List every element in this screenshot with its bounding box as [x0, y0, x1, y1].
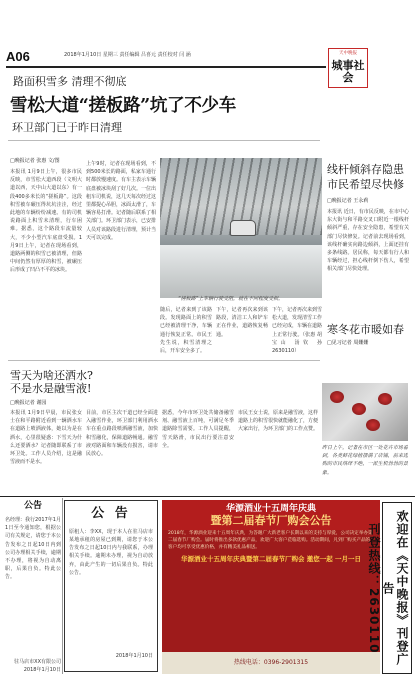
snowmelt-column-2: 目前，市区主次干道已经全面进入融雪作业，环卫部门利用洒水车在重点路段喷洒融雪液，加快积雪融化，保障道路畅通。融雪液对路面和车辆没有损害，请市民放心。: [86, 410, 158, 458]
flower-caption: 昨日上午，记者在市区一处花卉市场看到，各类鲜花绿植摆满了店铺，前来选购的市民络绎不绝，一派生机勃勃的景象。: [322, 445, 408, 476]
notice-2-body: 原租人：李XX，现于本人在驻马店市某地承租的房屋已到期，请您于本公告发布之日起10日内与我联系，办理相关手续。逾期未办理，视为自动放弃，由此产生的一切后果自负。特此公告。: [69, 528, 153, 576]
snowmelt-column-4: 市民王女士说，原来是融雪液，这样道路上的积雪很快就能融化了，方便大家出行，为环卫部门的工作点赞。: [238, 410, 318, 433]
pre-title: 路面积雪多 清理不彻底: [13, 75, 127, 88]
flower-2: [352, 403, 366, 415]
flower-1: [330, 391, 344, 403]
edition-info: 2018年1月10日 星期三 责任编辑 吕喜元 责任校对 闫 涵: [64, 52, 191, 58]
logo-small-text: 天中晚报: [339, 51, 357, 56]
flower-3: [378, 393, 392, 405]
notice-1-sign: 驻马店市XX有限公司 2018年1月10日: [14, 659, 61, 674]
lead-column-5: 下午，记者再次来到雪松大道，发现清雪工作已经完成，车辆在道路上正常行驶。（张惠 胡宝山 汤钦 孙 2630110）: [272, 307, 322, 355]
ad-footer-strip: [162, 652, 380, 674]
flower-4: [366, 419, 380, 431]
flower-byline: □见习记者 周姗姗: [327, 340, 369, 346]
page-number: A06: [6, 49, 30, 64]
vertical-ad-line2: 刊登热线：2630110: [367, 522, 381, 654]
notice-1-title: 公告: [23, 501, 42, 511]
snowmelt-headline: [10, 369, 93, 395]
photo-snow: [160, 245, 322, 298]
snowmelt-column-3: 据悉，今年市环卫处共储备融雪剂、融雪液上百吨，可满足冬季道路除雪需要。工作人员提醒，雪天路滑，市民出行要注意安全。: [162, 410, 234, 449]
pole-byline: □晚报记者 王永莉: [327, 198, 369, 204]
notice-1: [4, 498, 63, 674]
lead-column-4: 下午，记者再次来到该路段，清洁工人和铲车正在作业，道路恢复畅通。: [216, 307, 268, 338]
ad-footer-text: 热线电话：0396-2901315: [233, 659, 309, 666]
lead-column-1: 本报讯 1月9日上午，很多市民反映，市雪松大道西段（文明大道以西，天中山大道以东）有一段400多米长的“搓板路”。这段积雪被车碾压得坑坑洼洼，经过此地的车辆纷纷减速。有的司机说路面上积雪未清理，行车困难。据悉，这个路段车流量较大，不少小型汽车底盘受损。1月9日上午，记者在现场看到，道路两侧的积雪已被清理，但路中间仍然有厚厚的积雪，被碾压后形成了凹凸不平的冰块。: [10, 169, 82, 274]
ad-header: [162, 500, 380, 530]
flower-market-photo: [322, 383, 408, 441]
snowmelt-byline: □晚报记者 谢园: [10, 400, 47, 406]
liquor-advertisement: [162, 500, 380, 674]
pole-headline-line1: 线杆倾斜存隐患: [327, 163, 404, 176]
snowmelt-headline-line2: 不是水是融雪液!: [10, 382, 92, 395]
notice-2-sign: 2018年1月10日: [115, 652, 153, 659]
pole-headline-line2: 市民希望尽快修: [327, 178, 404, 191]
bottom-rule: [0, 496, 415, 497]
ad-body: 2018年，华源酒业迎来十五周年庆典，为答谢广大新老客户长期以来的支持与厚爱，公司决定举办第二届春节厂购会。届时将推出多款优惠产品，欢迎广大客户莅临选购。活动期间，凡到厂购买产品的客户均可享受优惠价格，并有精美礼品相送。: [168, 531, 373, 551]
vertical-ad-line1: 欢迎在《天中晚报》刊登广告: [381, 510, 409, 666]
lead-column-3: 随后，记者来到了该路段。发现路面上的积雪已经被清理干净，车辆通行恢复正常。市民王先生说，积雪清理之后，开车安全多了。: [160, 307, 212, 355]
logo-big-text: 城事社会: [331, 58, 365, 84]
snowmelt-column-1: 本报讯 1月9日早晨，市民张女士在和平路附近看到一辆洒水车在道路上喷洒液体，她以为是在洒水，心里很疑惑：下雪天为什么还要洒水？记者随即联系了市环卫处。工作人员介绍，这是融雪液而不是水。: [10, 410, 82, 466]
mid-rule: [8, 360, 320, 361]
photo-caption: “搓板路”上车辆行驶受阻，就在不同程度受损。: [178, 296, 284, 302]
pole-body: 本报讯 近日，有市民反映，在市中心东大街与和平路交叉口附近一根线杆倾斜严重，存在安全隐患，希望有关部门尽快修复。记者前去现场看到，该线杆确实向路边倾斜，上面还挂有多条线路。居民称，每天都有行人和车辆经过，担心线杆倒下伤人，希望相关部门尽快处理。: [327, 209, 409, 273]
ad-title-line2: 暨第二届春节厂购会公告: [210, 514, 332, 527]
pole-headline: [327, 162, 404, 192]
ad-title-line1: 华源酒业十五周年庆典: [225, 504, 316, 514]
photo-car: [230, 220, 256, 236]
notice-2: [64, 500, 158, 672]
snow-road-photo: [160, 158, 322, 298]
flower-headline: 寒冬花市暖如春: [327, 323, 404, 336]
lead-column-2: 上午9时，记者在现场看到，不到500米长的路面，私家车通行时都放慢速度。有车主表示车辆底盘被冰块刮了好几次。一位出租车司机说，这几天每次经过这里都提心吊胆，冰面太滑了，车辆容易打滑。记者随后联系了相关部门。环卫部门表示，已安排人员对该路段进行清理，预计当天可以完成。: [86, 161, 156, 241]
notice-1-body: 名经理：我行2017年1月1日至今通知您，根据公司有关规定，请您于本公告发布之日起10日内到公司办理相关手续，逾期不办理，将视为自动离职，后果自负。特此公告。: [5, 517, 61, 581]
headline-rule: [8, 140, 320, 141]
snowmelt-headline-line1: 雪天为啥还洒水?: [10, 369, 93, 382]
section-logo: [328, 48, 368, 88]
ad-highlight: 华源酒业十五周年庆典暨第二届春节厂购会 邀您一起 一月一日: [180, 554, 362, 563]
lead-byline: □晚报记者 张惠 文/图: [10, 158, 60, 164]
sub-headline: 环卫部门已于昨日清理: [12, 121, 122, 134]
main-headline: 雪松大道“搓板路”坑了不少车: [10, 96, 236, 116]
notice-2-title: 公 告: [91, 506, 131, 521]
vertical-ad: [367, 502, 412, 674]
header-rule: [6, 66, 326, 68]
